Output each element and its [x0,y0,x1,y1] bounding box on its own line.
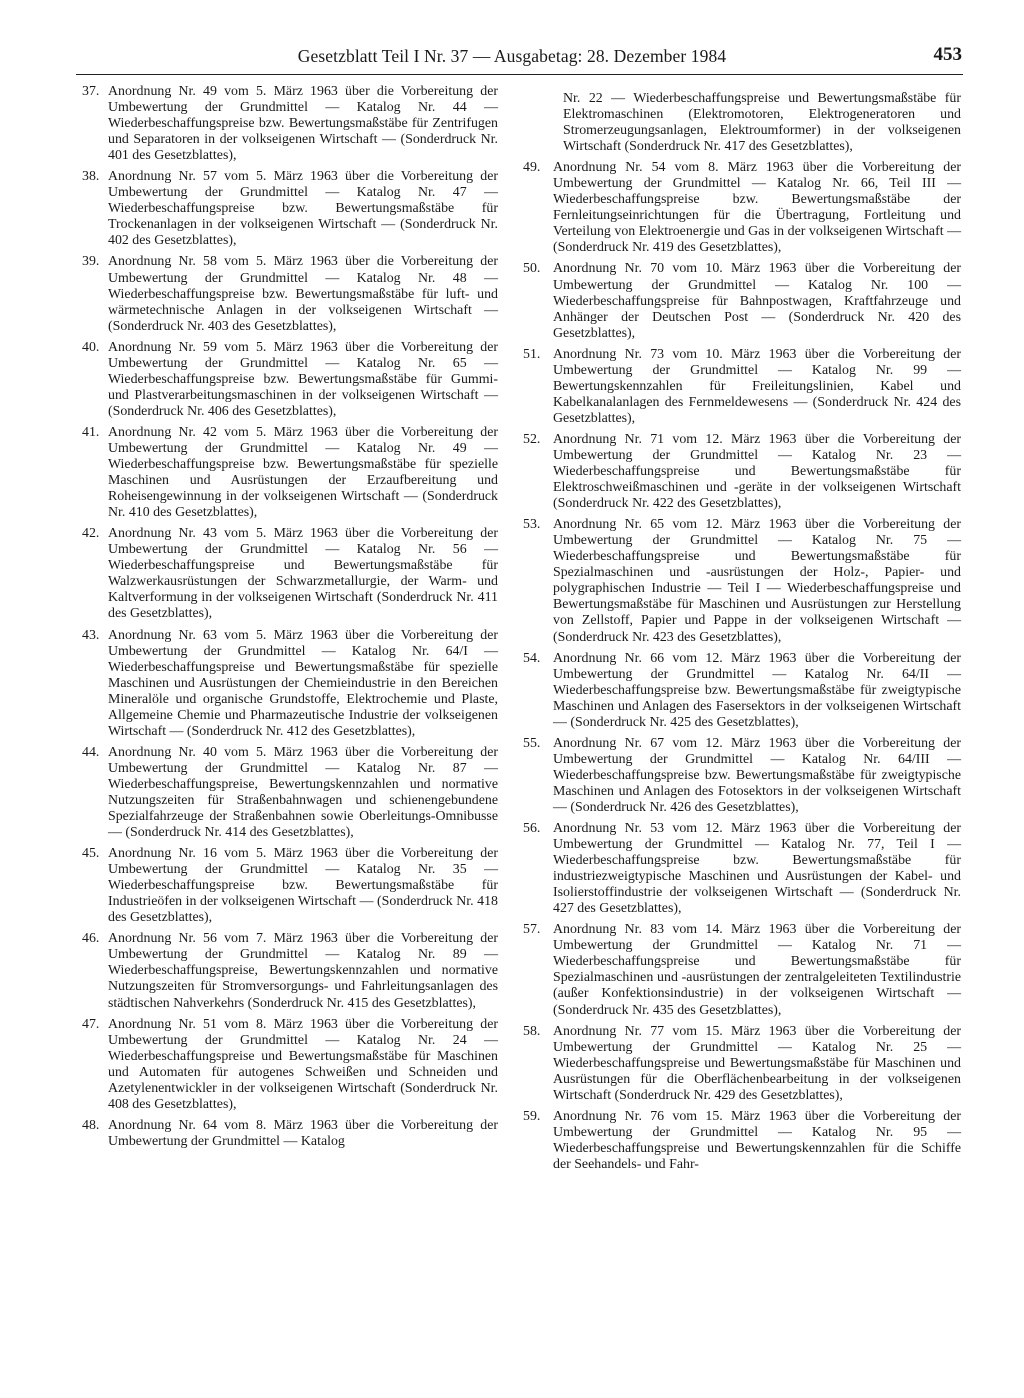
list-item [523,432,961,512]
page-number: 453 [933,44,962,65]
item-text: Anordnung Nr. 73 vom 10. März 1963 über die Vorbereitung der Umbewertung der Grundmittel — Katalog Nr. 99 — Bewertungskennzahlen für Freileitungslinien, Kabel und Kabelkanalanlagen des Fernmeldewesens — (Sonderdruck Nr. 424 des Gesetzblattes), [553,346,961,426]
header-title: Gesetzblatt Teil I Nr. 37 — Ausgabetag: 28. Dezember 1984 [297,46,727,66]
page-header [0,46,1024,74]
item-text: Anordnung Nr. 70 vom 10. März 1963 über die Vorbereitung der Umbewertung der Grundmittel — Katalog Nr. 100 — Wiederbeschaffungspreise für Bahnpostwagen, Kraftfahrzeuge und Anhänger der Deutschen Post — (Sonderdruck Nr. 420 des Gesetzblattes), [553,261,961,341]
item-text: Anordnung Nr. 58 vom 5. März 1963 über die Vorbereitung der Umbewertung der Grundmittel — Katalog Nr. 48 — Wiederbeschaffungspreise bzw. Bewertungsmaßstäbe für luft- und wärmetechnische Anlagen in der volkseigenen Wirtschaft — (Sonderdruck Nr. 403 des Gesetzblattes), [108,254,498,334]
item-text: Anordnung Nr. 49 vom 5. März 1963 über die Vorbereitung der Umbewertung der Grundmittel — Katalog Nr. 44 — Wiederbeschaffungspreise bzw. Bewertungsmaßstäbe für Zentrifugen und Separatoren in der volkseigenen Wirtschaft — (Sonderdruck Nr. 401 des Gesetzblattes), [108,84,498,164]
list-item [523,261,961,341]
item-text: Anordnung Nr. 56 vom 7. März 1963 über die Vorbereitung der Umbewertung der Grundmittel — Katalog Nr. 89 — Wiederbeschaffungspreise, Bewertungskennzahlen und normative Nutzungszeiten für Stromversorgungs- und Fahrleitungsanlagen des städtischen Nahverkehrs (Sonderdruck Nr. 415 des Gesetzblattes), [108,931,498,1011]
item-text: Anordnung Nr. 40 vom 5. März 1963 über die Vorbereitung der Umbewertung der Grundmittel — Katalog Nr. 87 — Wiederbeschaffungspreise, Bewertungskennzahlen und normative Nutzungszeiten für Straßenbahnwagen und schienengebundene Spezialfahrzeuge der Straßenbahnen sowie Oberleitungs-Omnibusse — (Sonderdruck Nr. 414 des Gesetzblattes), [108,744,498,841]
item-text: Anordnung Nr. 54 vom 8. März 1963 über die Vorbereitung der Umbewertung der Grundmittel — Katalog Nr. 66, Teil III — Wiederbeschaffungspreise bzw. Bewertungsmaßstäbe der Fernleitungseinrichtungen für die Übertragung, Fortleitung und Verteilung von Elektroenergie und Gas in der volkseigenen Wirtschaft — (Sonderdruck Nr. 419 des Gesetzblattes), [553,160,961,256]
item-text: Anordnung Nr. 42 vom 5. März 1963 über die Vorbereitung der Umbewertung der Grundmittel — Katalog Nr. 49 — Wiederbeschaffungspreise bzw. Bewertungsmaßstäbe für spezielle Maschinen und Ausrüstungen der Erzaufbereitung und Roheisengewinnung in der volkseigenen Wirtschaft — (Sonderdruck Nr. 410 des Gesetzblattes), [108,424,498,521]
item-number: 53. [523,517,541,533]
item-number: 50. [523,261,541,277]
item-number: 55. [523,735,541,751]
item-number: 49. [523,160,541,176]
header-rule [76,74,963,75]
item-text: Anordnung Nr. 65 vom 12. März 1963 über die Vorbereitung der Umbewertung der Grundmittel — Katalog Nr. 75 — Wiederbeschaffungspreise und Bewertungsmaßstäbe für Spezialmaschinen und -ausrüstungen der Holz-, Papier- und polygraphischen Industrie — Teil I — Wiederbeschaffungspreise und Bewertungsmaßstäbe für Maschinen und Ausrüstungen zur Herstellung von Zellstoff, Papier und Pappe in der volkseigenen Wirtschaft — (Sonderdruck Nr. 423 des Gesetzblattes), [553,517,961,645]
item-number: 58. [523,1023,541,1039]
item-text: Anordnung Nr. 57 vom 5. März 1963 über die Vorbereitung der Umbewertung der Grundmittel — Katalog Nr. 47 — Wiederbeschaffungspreise bzw. Bewertungsmaßstäbe für Trockenanlagen in der volkseigenen Wirtschaft — (Sonderdruck Nr. 402 des Gesetzblattes), [108,169,498,249]
list-item [523,1024,961,1104]
item-text: Anordnung Nr. 16 vom 5. März 1963 über die Vorbereitung der Umbewertung der Grundmittel — Katalog Nr. 35 — Wiederbeschaffungspreise bzw. Bewertungsmaßstäbe für Industrieöfen in der volkseigenen Wirtschaft — (Sonderdruck Nr. 418 des Gesetzblattes), [108,846,498,926]
item-number: 43. [82,627,100,643]
item-number: 46. [82,931,100,947]
item-number: 37. [82,84,100,99]
list-item [82,254,498,334]
item-number: 45. [82,846,100,862]
item-text: Anordnung Nr. 77 vom 15. März 1963 über die Vorbereitung der Umbewertung der Grundmittel — Katalog Nr. 25 — Wiederbeschaffungspreise und Bewertungsmaßstäbe für Maschinen und Ausrüstungen für die Oberflächenbearbeitung in der volkseigenen Wirtschaft (Sonderdruck Nr. 429 des Gesetzblattes), [553,1023,961,1103]
item-number: 57. [523,922,541,938]
left-column [82,84,498,1155]
list-item [82,931,498,1011]
item-text: Anordnung Nr. 76 vom 15. März 1963 über die Vorbereitung der Umbewertung der Grundmittel — Katalog Nr. 95 — Wiederbeschaffungspreise und Bewertungskennzahlen für die Schiffe der Seehandels- und Fahr- [553,1108,961,1172]
item-number: 39. [82,254,100,270]
item-text: Anordnung Nr. 66 vom 12. März 1963 über die Vorbereitung der Umbewertung der Grundmittel — Katalog Nr. 64/II — Wiederbeschaffungspreise bzw. Bewertungsmaßstäbe für zweigtypische Maschinen und Anlagen des Fasersektors in der volkseigenen Wirtschaft — (Sonderdruck Nr. 425 des Gesetzblattes), [553,650,961,730]
item-number: 38. [82,169,100,185]
item-text: Anordnung Nr. 64 vom 8. März 1963 über die Vorbereitung der Umbewertung der Grundmittel — Katalog [108,1117,498,1149]
list-item [82,1118,498,1150]
list-item [82,340,498,420]
list-item [523,922,961,1018]
item-number: 48. [82,1117,100,1133]
list-item [523,517,961,645]
item-number: 54. [523,650,541,666]
list-item [82,425,498,521]
item-text: Anordnung Nr. 53 vom 12. März 1963 über die Vorbereitung der Umbewertung der Grundmittel — Katalog Nr. 77, Teil I — Wiederbeschaffungspreise bzw. Bewertungsmaßstäbe für industriezweigtypische Maschinen und Ausrüstungen der Kabel- und Isolierstoffindustrie der volkseigenen Wirtschaft — (Sonderdruck Nr. 427 des Gesetzblattes), [553,821,961,917]
right-column [523,91,961,1178]
item-number: 56. [523,821,541,837]
item-text: Anordnung Nr. 59 vom 5. März 1963 über die Vorbereitung der Umbewertung der Grundmittel — Katalog Nr. 65 — Wiederbeschaffungspreise bzw. Bewertungsmaßstäbe für Gummi- und Plastverarbeitungsmaschinen in der volkseigenen Wirtschaft — (Sonderdruck Nr. 406 des Gesetzblattes), [108,339,498,419]
item-number: 41. [82,424,100,440]
list-item [82,169,498,249]
list-item [82,628,498,740]
list-item [523,91,961,155]
item-text: Anordnung Nr. 51 vom 8. März 1963 über die Vorbereitung der Umbewertung der Grundmittel — Katalog Nr. 24 — Wiederbeschaffungspreise und Bewertungsmaßstäbe für Maschinen und Automaten für autogenes Schweißen und Schneiden und Azetylenentwickler in der volkseigenen Wirtschaft (Sonderdruck Nr. 408 des Gesetzblattes), [108,1016,498,1112]
list-item [82,846,498,926]
item-text: Anordnung Nr. 63 vom 5. März 1963 über die Vorbereitung der Umbewertung der Grundmittel — Katalog Nr. 64/I — Wiederbeschaffungspreise und Bewertungsmaßstäbe für spezielle Maschinen und Ausrüstungen der Chemieindustrie in den Bereichen Mineralöle und organische Grundstoffe, Elektrochemie und Plaste, Allgemeine Chemie und Pharmazeutische Industrie der volkseigenen Wirtschaft — (Sonderdruck Nr. 412 des Gesetzblattes), [108,627,498,739]
list-item [82,1017,498,1113]
item-number: 47. [82,1016,100,1032]
list-item [523,347,961,427]
item-number: 59. [523,1108,541,1124]
item-number: 42. [82,526,100,542]
item-text: Anordnung Nr. 83 vom 14. März 1963 über die Vorbereitung der Umbewertung der Grundmittel — Katalog Nr. 71 — Wiederbeschaffungspreise und Bewertungsmaßstäbe für Spezialmaschinen und -ausrüstungen der zentralgeleiteten Textilindustrie (außer Konfektionsindustrie) in der volkseigenen Wirtschaft — (Sonderdruck Nr. 435 des Gesetzblattes), [553,922,961,1018]
item-text: Anordnung Nr. 43 vom 5. März 1963 über die Vorbereitung der Umbewertung der Grundmittel — Katalog Nr. 56 — Wiederbeschaffungspreise und Bewertungsmaßstäbe für Walzwerkausrüstungen der Schwarzmetallurgie, der Warm- und Kaltverformung in der volkseigenen Wirtschaft (Sonderdruck Nr. 411 des Gesetzblattes), [108,526,498,622]
item-number: 52. [523,431,541,447]
item-text: Anordnung Nr. 67 vom 12. März 1963 über die Vorbereitung der Umbewertung der Grundmittel — Katalog Nr. 64/III — Wiederbeschaffungspreise bzw. Bewertungsmaßstäbe für zweigtypische Maschinen und Anlagen des Fotosektors in der volkseigenen Wirtschaft — (Sonderdruck Nr. 426 des Gesetzblattes), [553,735,961,815]
list-item [82,526,498,622]
list-item [523,821,961,917]
list-item [523,651,961,731]
list-item [523,736,961,816]
list-item [523,1109,961,1173]
item-text: Anordnung Nr. 71 vom 12. März 1963 über die Vorbereitung der Umbewertung der Grundmittel — Katalog Nr. 23 — Wiederbeschaffungspreise und Bewertungsmaßstäbe für Elektroschweißmaschinen und -geräte in der volkseigenen Wirtschaft (Sonderdruck Nr. 422 des Gesetzblattes), [553,431,961,512]
item-number: 40. [82,339,100,355]
list-item [82,745,498,841]
item-text: Nr. 22 — Wiederbeschaffungspreise und Bewertungsmaßstäbe für Elektromaschinen (Elektromotoren, Elektrogeneratoren und Stromerzeugungsanlagen, Elektroumformer) in der volkseigenen Wirtschaft (Sonderdruck Nr. 417 des Gesetzblattes), [563,91,961,155]
list-item [523,160,961,256]
list-item [82,84,498,164]
item-number: 51. [523,346,541,362]
item-number: 44. [82,744,100,760]
